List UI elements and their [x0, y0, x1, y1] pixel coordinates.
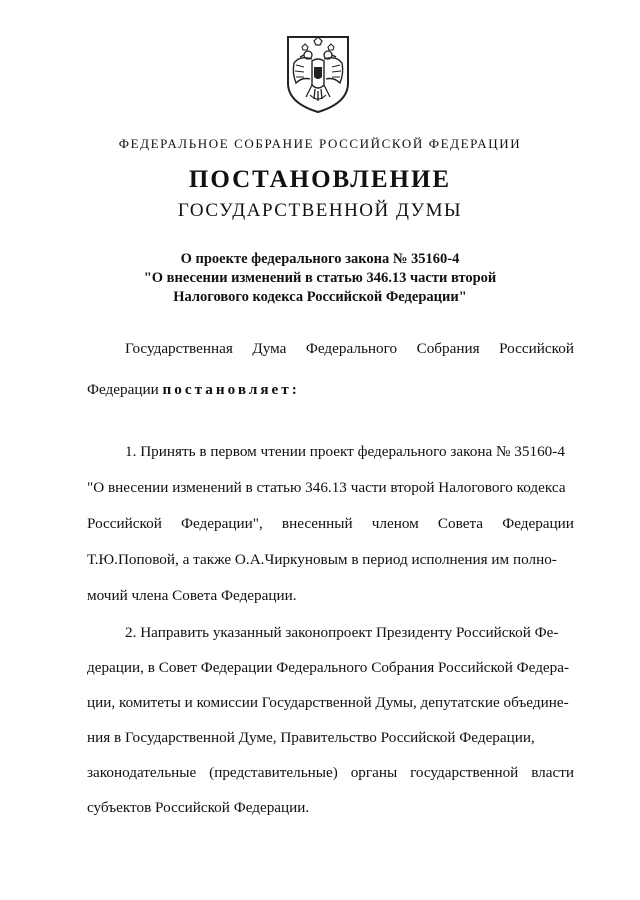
document-title: ПОСТАНОВЛЕНИЕ	[188, 166, 452, 193]
word: государственной	[410, 764, 519, 781]
russian-coat-of-arms-icon	[284, 33, 352, 115]
paragraph-line: субъектов Российской Федерации.	[87, 799, 310, 816]
word: Совета	[437, 515, 484, 532]
paragraph-line	[87, 764, 574, 782]
word: Федерации	[502, 515, 574, 532]
document-subject	[0, 250, 640, 307]
paragraph-line: мочий члена Совета Федерации.	[87, 587, 297, 604]
preamble-line	[125, 340, 574, 358]
word: Федерации",	[181, 515, 263, 532]
organization-name: ФЕДЕРАЛЬНОЕ СОБРАНИЕ РОССИЙСКОЙ ФЕДЕРАЦИИ	[118, 136, 522, 151]
document-subtitle: ГОСУДАРСТВЕННОЙ ДУМЫ	[177, 200, 463, 221]
paragraph-line: ции, комитеты и комиссии Государственной Думы, депутатские объедине-	[87, 694, 569, 711]
paragraph-line	[87, 515, 574, 533]
word: Собрания	[416, 340, 480, 357]
paragraph-line: дерации, в Совет Федерации Федерального Собрания Российской Федера-	[87, 659, 570, 676]
word: законодательные	[87, 764, 197, 781]
paragraph-line: 2. Направить указанный законопроект Президенту Российской Фе-	[125, 624, 559, 641]
paragraph-line: "О внесении изменений в статью 346.13 части второй Налогового кодекса	[87, 479, 566, 496]
word: членом	[371, 515, 419, 532]
word: Российской	[87, 515, 162, 532]
paragraph-line: ния в Государственной Думе, Правительство Российской Федерации,	[87, 729, 535, 746]
preamble-line	[87, 381, 574, 399]
word: Государственная	[125, 340, 233, 357]
subject-line: О проекте федерального закона № 35160-4	[180, 251, 460, 267]
word: Федерального	[305, 340, 398, 357]
word: власти	[531, 764, 574, 781]
word: органы	[350, 764, 398, 781]
word: Российской	[499, 340, 574, 357]
word: Дума	[252, 340, 287, 357]
word: внесенный	[281, 515, 353, 532]
word: (представительные)	[209, 764, 338, 781]
paragraph-line: 1. Принять в первом чтении проект федерального закона № 35160-4	[125, 443, 565, 460]
paragraph-line: Т.Ю.Поповой, а также О.А.Чиркуновым в период исполнения им полно-	[87, 551, 557, 568]
decree-word: постановляет:	[162, 381, 300, 398]
subject-line: Налогового кодекса Российской Федерации"	[173, 289, 467, 305]
subject-line: "О внесении изменений в статью 346.13 части второй	[143, 270, 497, 286]
word: Федерации	[87, 381, 159, 398]
